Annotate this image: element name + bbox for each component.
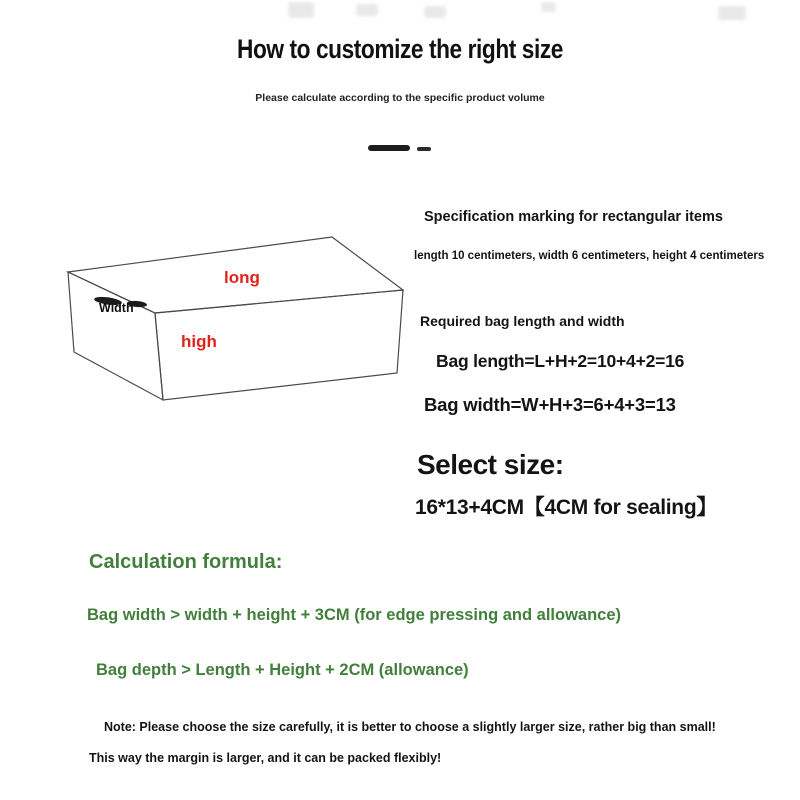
- select-size-value: 16*13+4CM【4CM for sealing】: [415, 496, 718, 519]
- box-label-width: Width: [99, 301, 134, 315]
- box-wireframe: [60, 230, 410, 408]
- box-label-high: high: [181, 332, 217, 351]
- watermark-artifact: [288, 2, 314, 18]
- divider-tick: [417, 147, 431, 151]
- spec-required-heading: Required bag length and width: [420, 313, 625, 329]
- bag-width-formula: Bag width=W+H+3=6+4+3=13: [424, 394, 676, 415]
- box-left-face: [68, 272, 163, 400]
- note-line-2: This way the margin is larger, and it can be packed flexibly!: [89, 751, 442, 765]
- page-subtitle: Please calculate according to the specific product volume: [255, 92, 545, 104]
- spec-dimensions: length 10 centimeters, width 6 centimeters, height 4 centimeters: [414, 250, 765, 262]
- formula-heading: Calculation formula:: [89, 551, 283, 573]
- bag-length-formula: Bag length=L+H+2=10+4+2=16: [436, 351, 685, 371]
- watermark-artifact: [424, 6, 446, 18]
- formula-bag-depth-rule: Bag depth > Length + Height + 2CM (allowance): [96, 661, 469, 679]
- watermark-artifact: [718, 6, 746, 20]
- box-diagram: [60, 230, 410, 408]
- box-label-long: long: [224, 268, 260, 287]
- watermark-artifact: [541, 2, 556, 12]
- divider-dash: [368, 145, 410, 151]
- note-line-1: Note: Please choose the size carefully, it is better to choose a slightly larger size, rather big than small!: [104, 720, 716, 734]
- watermark-artifact: [356, 4, 378, 16]
- select-size-heading: Select size:: [417, 449, 564, 480]
- page-title: How to customize the right size: [237, 34, 563, 64]
- spec-heading: Specification marking for rectangular items: [424, 209, 723, 225]
- formula-bag-width-rule: Bag width > width + height + 3CM (for edge pressing and allowance): [87, 606, 622, 624]
